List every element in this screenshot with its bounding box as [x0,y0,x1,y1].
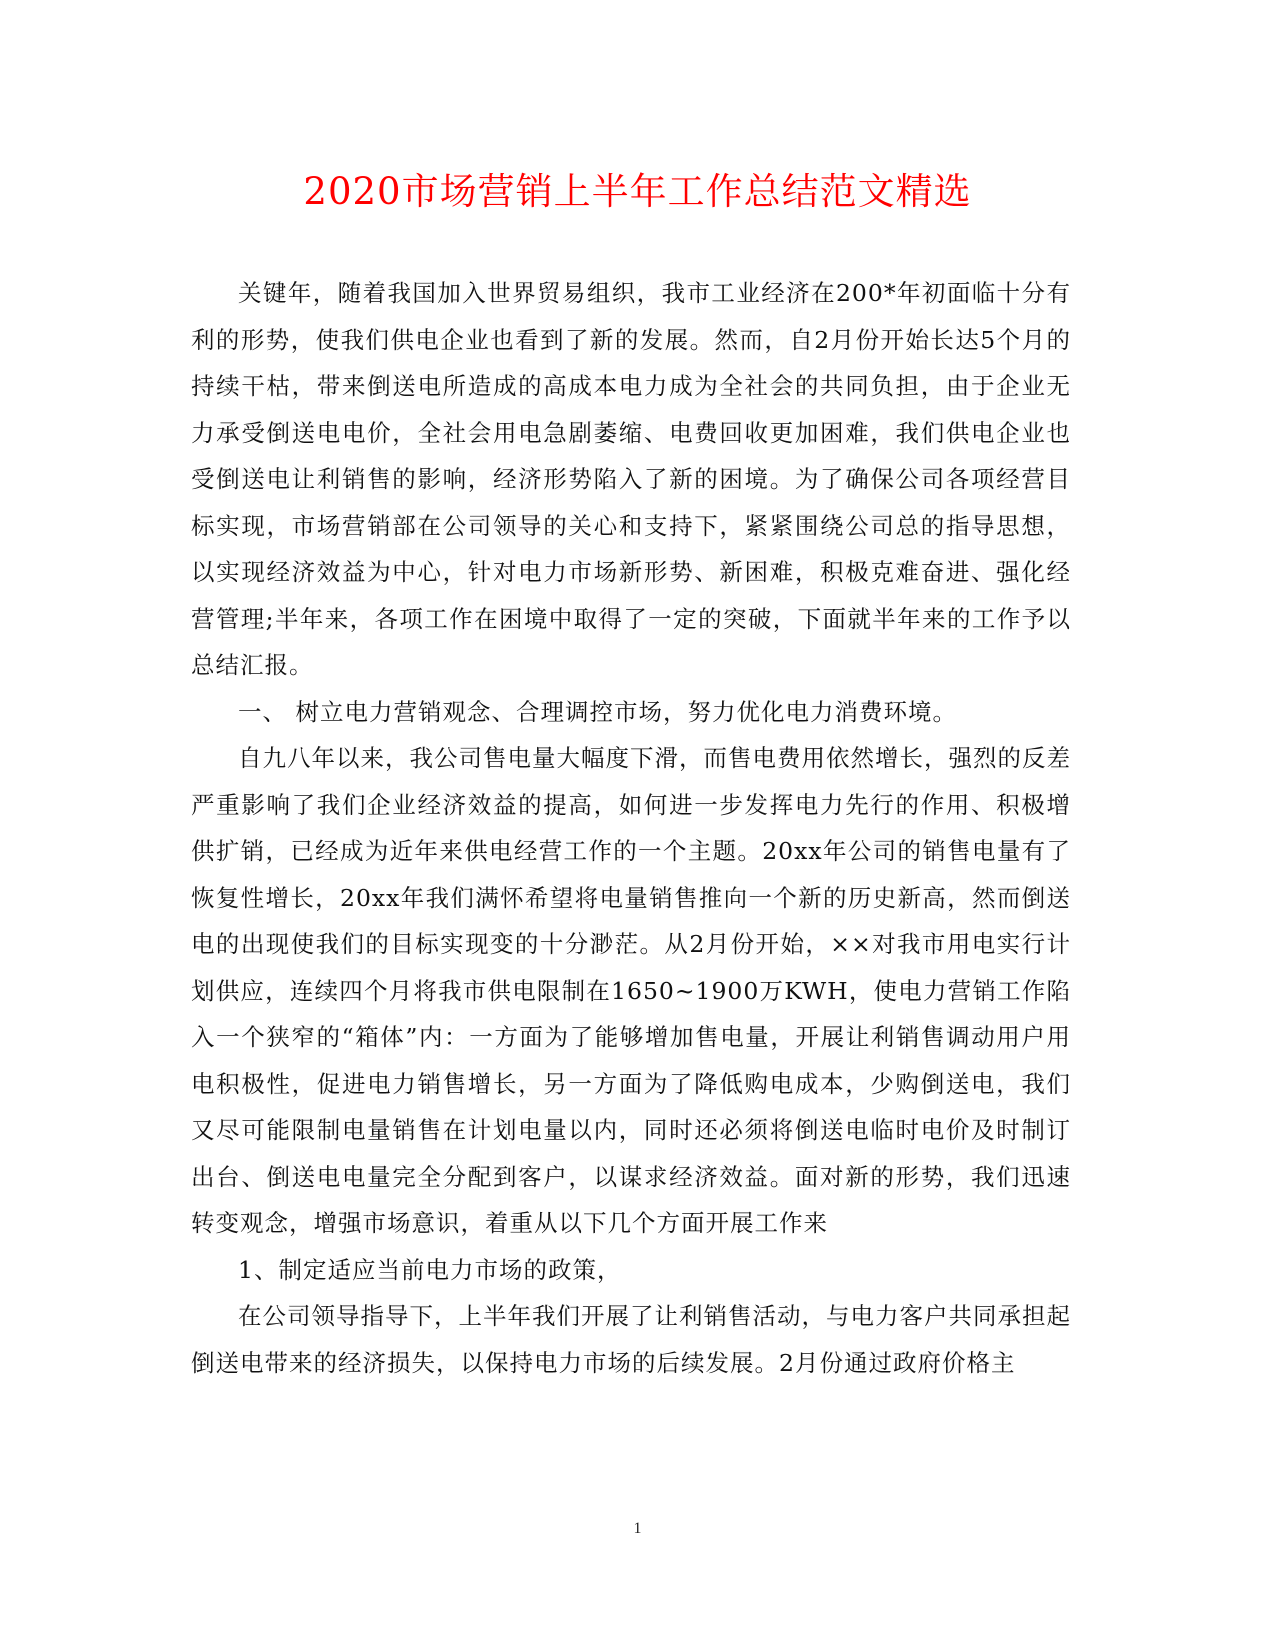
section-heading-1: 一、 树立电力营销观念、合理调控市场，努力优化电力消费环境。 [238,697,957,726]
page-number: 1 [633,1520,642,1537]
document-body [191,270,1071,1386]
paragraph-intro: 关键年，随着我国加入世界贸易组织，我市工业经济在200*年初面临十分有利的形势，使我们供电企业也看到了新的发展。然而，自2月份开始长达5个月的持续干枯，带来倒送电所造成的高成本电力成为全社会的共同负担，由于企业无力承受倒送电电价，全社会用电急剧萎缩、电费回收更加困难，我们供电企业也受倒送电让利销售的影响，经济形势陷入了新的困境。为了确保公司各项经营目标实现，市场营销部在公司领导的关心和支持下，紧紧围绕公司总的指导思想，以实现经济效益为中心，针对电力市场新形势、新困难，积极克难奋进、强化经营管理;半年来，各项工作在困境中取得了一定的突破，下面就半年来的工作予以总结汇报。 [191,279,1071,679]
paragraph-subsection-1: 在公司领导指导下，上半年我们开展了让利销售活动，与电力客户共同承担起倒送电带来的经济损失，以保持电力市场的后续发展。2月份通过政府价格主 [191,1302,1071,1377]
subsection-heading-1: 1、制定适应当前电力市场的政策， [238,1255,622,1284]
document-title: 2020市场营销上半年工作总结范文精选 [303,170,972,213]
paragraph-section-1: 自九八年以来，我公司售电量大幅度下滑，而售电费用依然增长，强烈的反差严重影响了我们企业经济效益的提高，如何进一步发挥电力先行的作用、积极增供扩销，已经成为近年来供电经营工作的一个主题。20xx年公司的销售电量有了恢复性增长，20xx年我们满怀希望将电量销售推向一个新的历史新高，然而倒送电的出现使我们的目标实现变的十分渺茫。从2月份开始，××对我市用电实行计划供应，连续四个月将我市供电限制在1650~1900万KWH，使电力营销工作陷入一个狭窄的“箱体”内：一方面为了能够增加售电量，开展让利销售调动用户用电积极性，促进电力销售增长，另一方面为了降低购电成本，少购倒送电，我们又尽可能限制电量销售在计划电量以内，同时还必须将倒送电临时电价及时制订出台、倒送电电量完全分配到客户，以谋求经济效益。面对新的形势，我们迅速转变观念，增强市场意识，着重从以下几个方面开展工作来 [191,744,1071,1237]
